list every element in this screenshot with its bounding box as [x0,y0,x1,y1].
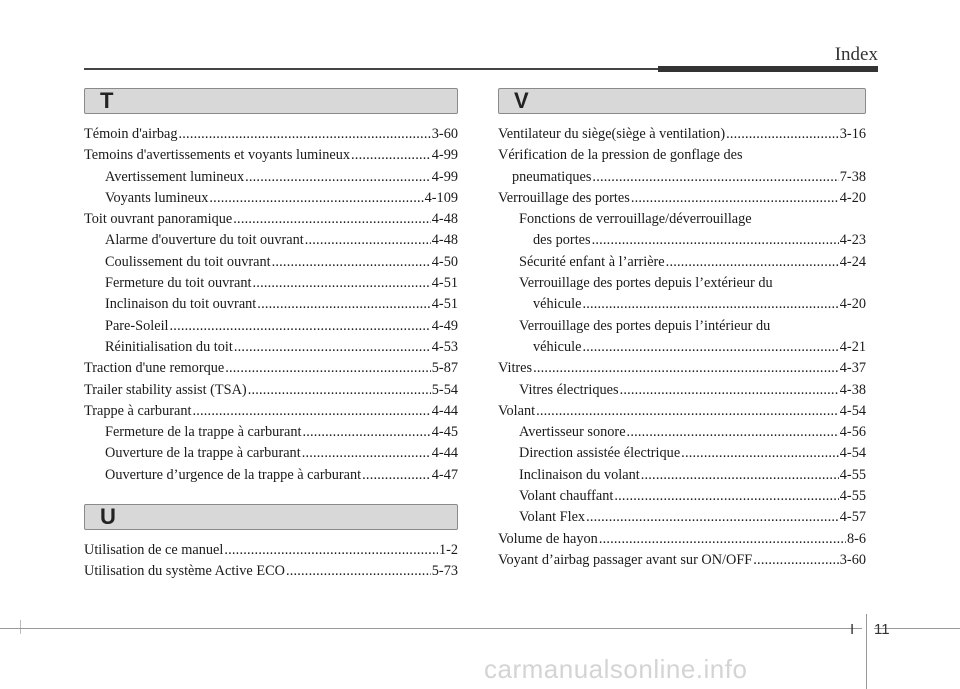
index-entry[interactable]: Traction d'une remorque ..... 5-87 [84,358,458,379]
watermark: carmanualsonline.info [484,654,748,684]
index-list-t [84,124,458,486]
index-subentry[interactable]: Verrouillage des portes depuis l’intérieur du véhicule ..... 4-21 [498,316,866,359]
index-entry[interactable]: Vitres ..... 4-37 [498,358,866,379]
index-subentry[interactable]: Direction assistée électrique ..... 4-54 [498,443,866,464]
index-subentry[interactable]: Sécurité enfant à l’arrière ..... 4-24 [498,252,866,273]
index-subentry[interactable]: Voyants lumineux ..... 4-109 [84,188,458,209]
section-number: I [850,621,855,638]
index-entry[interactable]: Témoin d'airbag ..... 3-60 [84,124,458,145]
section-letter: U [100,504,116,530]
index-subentry[interactable]: Inclinaison du toit ouvrant ..... 4-51 [84,294,458,315]
index-subentry[interactable]: Avertisseur sonore ..... 4-56 [498,422,866,443]
index-entry[interactable]: Vérification de la pression de gonflage des pneumatiques ..... 7-38 [498,145,866,188]
index-entry[interactable]: Utilisation du système Active ECO ..... 5-73 [84,561,458,582]
index-entry[interactable]: Trailer stability assist (TSA) ..... 5-54 [84,380,458,401]
index-entry[interactable]: Toit ouvrant panoramique ..... 4-48 [84,209,458,230]
index-entry[interactable]: Trappe à carburant ..... 4-44 [84,401,458,422]
footer-separator [866,614,867,689]
index-subentry[interactable]: Réinitialisation du toit ..... 4-53 [84,337,458,358]
footer-divider [0,628,862,629]
index-subentry[interactable]: Inclinaison du volant ..... 4-55 [498,465,866,486]
index-entry[interactable]: Verrouillage des portes ..... 4-20 [498,188,866,209]
index-entry[interactable]: Voyant d’airbag passager avant sur ON/OFF ..... 3-60 [498,550,866,571]
index-column-left [84,88,458,583]
index-entry[interactable]: Temoins d'avertissements et voyants lumineux ..... 4-99 [84,145,458,166]
section-header-v [498,88,866,114]
index-entry[interactable]: Volant ..... 4-54 [498,401,866,422]
section-header-t [84,88,458,114]
index-column-right [498,88,866,571]
index-list-v [498,124,866,571]
index-subentry[interactable]: Ouverture de la trappe à carburant ..... 4-44 [84,443,458,464]
section-header-u [84,504,458,530]
index-subentry[interactable]: Alarme d'ouverture du toit ouvrant ..... 4-48 [84,230,458,251]
index-entry[interactable]: Utilisation de ce manuel ..... 1-2 [84,540,458,561]
section-letter: T [100,88,114,113]
index-subentry[interactable]: Coulissement du toit ouvrant ..... 4-50 [84,252,458,273]
index-subentry[interactable]: Volant chauffant ..... 4-55 [498,486,866,507]
index-subentry[interactable]: Verrouillage des portes depuis l’extérieur du véhicule ..... 4-20 [498,273,866,316]
index-list-u [84,540,458,583]
index-subentry[interactable]: Ouverture d’urgence de la trappe à carburant ..... 4-47 [84,465,458,486]
page-number: 11 [874,621,890,638]
index-subentry[interactable]: Fermeture de la trappe à carburant ..... 4-45 [84,422,458,443]
index-subentry[interactable]: Vitres électriques ..... 4-38 [498,380,866,401]
index-subentry[interactable]: Fermeture du toit ouvrant ..... 4-51 [84,273,458,294]
crop-mark [20,620,21,634]
index-entry[interactable]: Volume de hayon ..... 8-6 [498,529,866,550]
page-title: Index [834,44,878,65]
index-subentry[interactable]: Volant Flex ..... 4-57 [498,507,866,528]
section-letter: V [514,88,529,113]
index-entry[interactable]: Ventilateur du siège(siège à ventilation) ..... 3-16 [498,124,866,145]
index-subentry[interactable]: Avertissement lumineux ..... 4-99 [84,167,458,188]
index-subentry[interactable]: Fonctions de verrouillage/déverrouillage des portes ..... 4-23 [498,209,866,252]
header-divider-accent [658,66,878,72]
index-subentry[interactable]: Pare-Soleil ..... 4-49 [84,316,458,337]
